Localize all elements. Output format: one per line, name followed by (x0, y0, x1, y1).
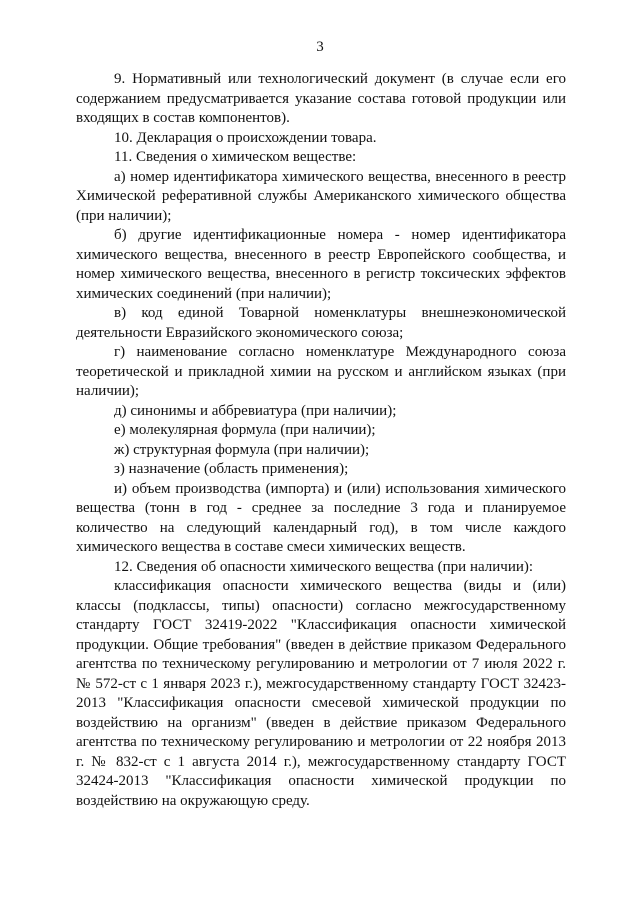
paragraph-item-10: 10. Декларация о происхождении товара. (114, 129, 377, 146)
paragraph-hazard-classification: классификация опасности химического вещества (виды и (или) классы (подклассы, типы) опасности) согласно межгосударственному стандарту ГОСТ 32419-2022 "Классификация опасности химической продукции. Общие требования" (введен в действие приказом Федерального агентства по техническому регулированию и метрологии от 7 июля 2022 г. № 572-ст с 1 января 2023 г.), межгосударственному стандарту ГОСТ 32423-2013 "Классификация опасности смесевой химической продукции по воздействию на организм" (введен в действие приказом Федерального агентства по техническому регулированию и метрологии от 22 ноября 2013 г. № 832-ст с 1 августа 2014 г.), межгосударственному стандарту ГОСТ 32424-2013 "Классификация опасности химической продукции по воздействию на окружающую среду. (76, 578, 566, 809)
paragraph-item-9: 9. Нормативный или технологический документ (в случае если его содержанием предусматривается указание состава готовой продукции или входящих в состав компонентов). (76, 71, 566, 126)
paragraph-subitem-v: в) код единой Товарной номенклатуры внешнеэкономической деятельности Евразийского экономического союза; (76, 305, 566, 341)
paragraph-subitem-i: и) объем производства (импорта) и (или) использования химического вещества (тонн в год - среднее за последние 3 года и планируемое количество на следующий календарный год), в том числе каждого химического вещества в составе смеси химических веществ. (76, 480, 566, 555)
paragraph-subitem-z: з) назначение (область применения); (114, 461, 349, 477)
page-number: 3 (316, 39, 324, 55)
paragraph-subitem-g: г) наименование согласно номенклатуре Международного союза теоретической и прикладной химии на русском и английском языках (при наличии); (76, 344, 566, 399)
paragraph-item-11: 11. Сведения о химическом веществе: (114, 149, 357, 165)
paragraph-subitem-b: б) другие идентификационные номера - номер идентификатора химического вещества, внесенного в реестр Европейского сообщества, и номер химического вещества, внесенного в регистр токсических эффектов химических соединений (при наличии); (76, 227, 566, 302)
paragraph-item-12: 12. Сведения об опасности химического вещества (при наличии): (114, 558, 534, 575)
paragraph-subitem-a: а) номер идентификатора химического вещества, внесенного в реестр Химической реферативной службы Американского химического общества (при наличии); (76, 168, 566, 224)
paragraph-subitem-e: е) молекулярная формула (при наличии); (114, 422, 376, 438)
paragraph-subitem-zh: ж) структурная формула (при наличии); (114, 441, 370, 458)
paragraph-subitem-d: д) синонимы и аббревиатура (при наличии); (114, 402, 397, 419)
document-body (76, 70, 566, 811)
